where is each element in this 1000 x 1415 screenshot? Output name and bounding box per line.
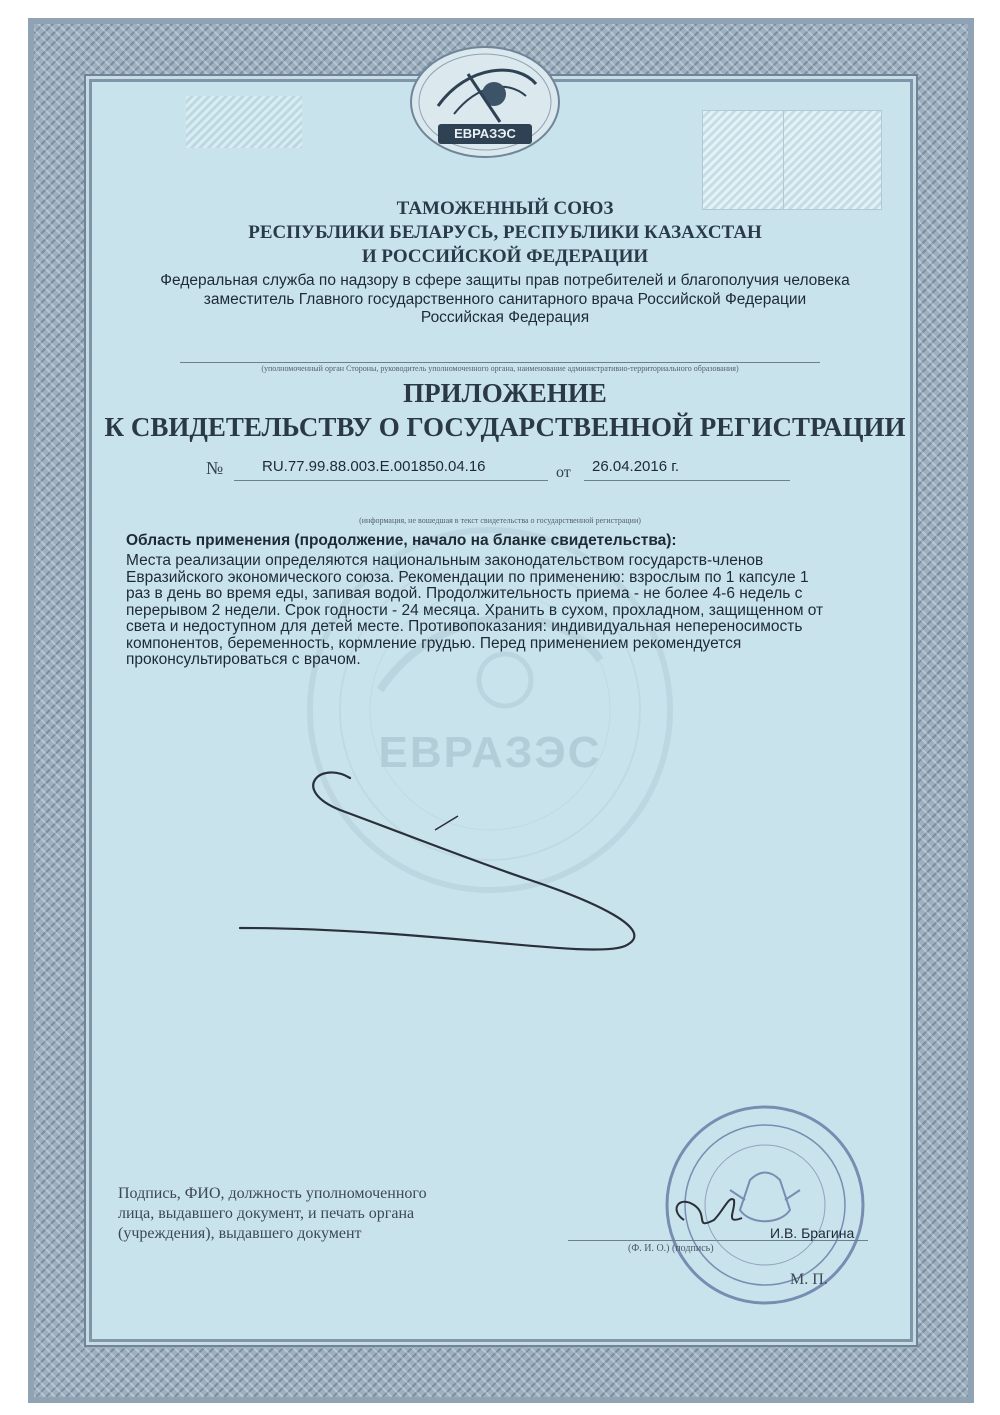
authority-line-1: Федеральная служба по надзору в сфере защиты прав потребителей и благополучия человека [160, 272, 850, 289]
date-label: от [556, 464, 571, 481]
info-caption: (информация, не вошедшая в текст свидетельства о государственной регистрации) [359, 516, 641, 525]
scope-line: Места реализации определяются национальным законодательством государств-членов [126, 552, 764, 569]
authority-line-2: заместитель Главного государственного санитарного врача Российской Федерации [203, 291, 807, 308]
evrazes-emblem-icon [408, 44, 562, 160]
watermark-label: ЕВРАЗЭС [378, 728, 602, 777]
scope-title: Область применения (продолжение, начало на бланке свидетельства): [126, 532, 677, 549]
scope-line: Евразийского экономического союза. Рекомендации по применению: взрослым по 1 капсуле 1 [126, 568, 809, 586]
number-underline [234, 480, 548, 481]
seal-mark: М. П. [790, 1271, 828, 1288]
emblem-label: ЕВРАЗЭС [454, 126, 516, 141]
small-signature [664, 1180, 754, 1240]
authority-caption: (уполномоченный орган Стороны, руководитель уполномоченного органа, наименование административно-территориального образования) [261, 364, 739, 373]
scope-text [126, 553, 886, 669]
hologram-box [702, 110, 882, 210]
document-subtitle: К СВИДЕТЕЛЬСТВУ О ГОСУДАРСТВЕННОЙ РЕГИСТРАЦИИ [104, 412, 906, 442]
scope-line: раз в день во время еды, запивая водой. Продолжительность приема - не более 4-6 недель с [126, 585, 803, 602]
signatory-name: И.В. Брагина [770, 1225, 855, 1241]
date-underline [584, 480, 790, 481]
signature-label-line: (учреждения), выдавшего документ [118, 1225, 362, 1242]
authority-underline [180, 362, 820, 363]
authority-line-3: Российская Федерация [420, 309, 590, 326]
scope-line: компонентов, беременность, кормление грудью. Перед применением рекомендуется [126, 634, 742, 652]
scope-line: перерывом 2 недели. Срок годности - 24 месяца. Хранить в сухом, прохладном, защищенном от [126, 601, 824, 619]
number-label: № [206, 458, 224, 478]
header-line-1: ТАМОЖЕННЫЙ СОЮЗ [396, 198, 614, 219]
registration-number: RU.77.99.88.003.E.001850.04.16 [262, 458, 486, 475]
registration-date: 26.04.2016 г. [592, 458, 680, 475]
scope-line: света и недоступном для детей месте. Противопоказания: индивидуальная непереносимость [126, 618, 803, 635]
hologram-strip [186, 96, 302, 148]
document-title: ПРИЛОЖЕНИЕ [403, 378, 607, 408]
signature-label-line: Подпись, ФИО, должность уполномоченного [118, 1185, 427, 1202]
signature-label [118, 1184, 548, 1244]
header-line-3: И РОССИЙСКОЙ ФЕДЕРАЦИИ [361, 246, 649, 267]
handwritten-signature [230, 750, 650, 970]
scope-line: проконсультироваться с врачом. [126, 651, 361, 668]
signature-label-line: лица, выдавшего документ, и печать органа [118, 1205, 415, 1222]
signature-caption: (Ф. И. О.) (подпись) [628, 1243, 714, 1254]
header-line-2: РЕСПУБЛИКИ БЕЛАРУСЬ, РЕСПУБЛИКИ КАЗАХСТАН [248, 222, 762, 243]
